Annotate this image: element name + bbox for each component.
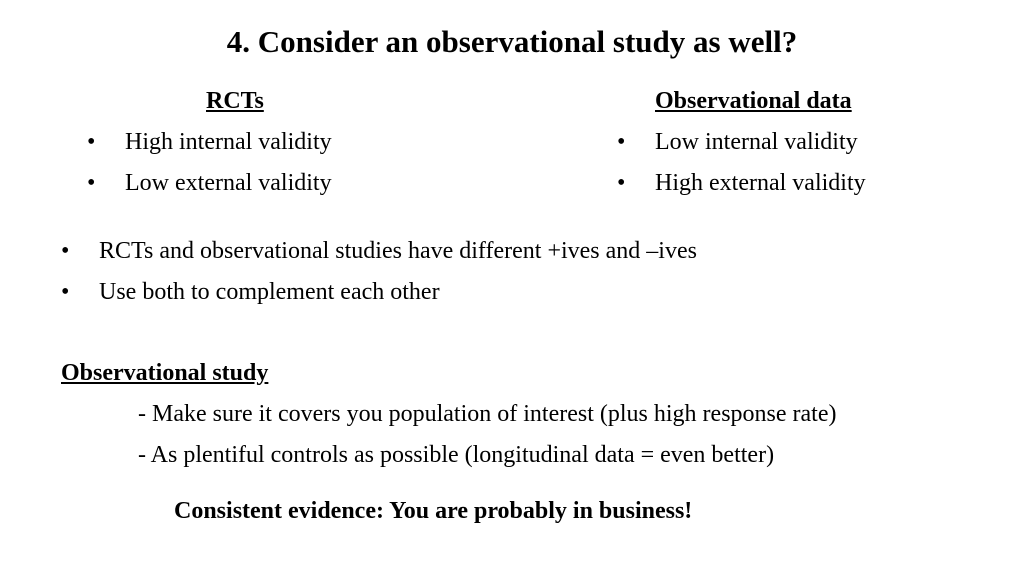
general-item-1: RCTs and observational studies have different +ives and –ives bbox=[99, 238, 697, 264]
rcts-item-2: Low external validity bbox=[125, 170, 332, 196]
bullet-icon: • bbox=[87, 170, 96, 196]
bullet-icon: • bbox=[617, 170, 626, 196]
rcts-heading: RCTs bbox=[206, 88, 264, 114]
observational-item-1: Low internal validity bbox=[655, 129, 858, 155]
bullet-icon: • bbox=[61, 238, 70, 264]
general-item-2: Use both to complement each other bbox=[99, 279, 440, 305]
bullet-icon: • bbox=[617, 129, 626, 155]
slide-title: 4. Consider an observational study as well? bbox=[226, 24, 798, 59]
bullet-icon: • bbox=[87, 129, 96, 155]
rcts-item-1: High internal validity bbox=[125, 129, 332, 155]
conclusion-text: Consistent evidence: You are probably in business! bbox=[174, 498, 693, 524]
observational-heading: Observational data bbox=[655, 88, 852, 114]
study-line-2: - As plentiful controls as possible (longitudinal data = even better) bbox=[138, 442, 775, 468]
bullet-icon: • bbox=[61, 279, 70, 305]
observational-item-2: High external validity bbox=[655, 170, 866, 196]
study-line-1: - Make sure it covers you population of interest (plus high response rate) bbox=[138, 401, 837, 427]
observational-study-heading: Observational study bbox=[61, 360, 269, 386]
